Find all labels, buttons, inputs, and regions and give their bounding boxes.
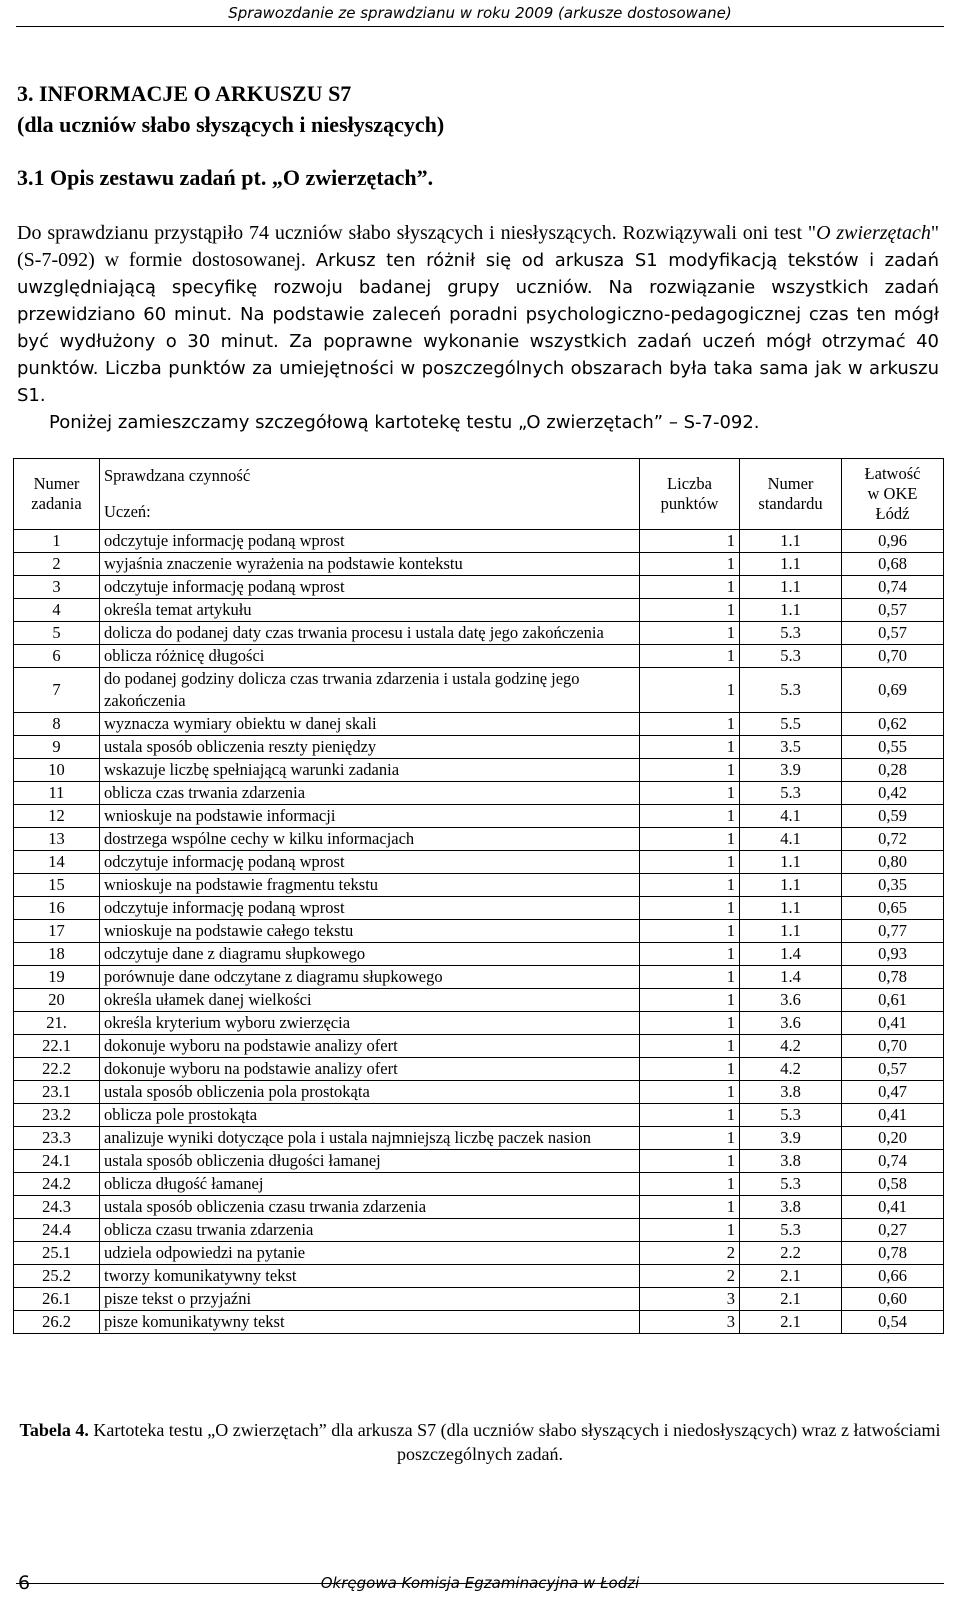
- header-latwosc-3: Łódź: [875, 504, 910, 523]
- table-row: [14, 1219, 944, 1242]
- task-skill: do podanej godziny dolicza czas trwania zdarzenia i ustala godzinę jego zakończenia: [100, 668, 640, 713]
- task-points: 1: [640, 1150, 740, 1173]
- task-standard: 3.9: [740, 759, 842, 782]
- task-standard: 3.5: [740, 736, 842, 759]
- task-number: 25.1: [14, 1242, 100, 1265]
- task-skill: odczytuje informację podaną wprost: [100, 897, 640, 920]
- task-points: 1: [640, 645, 740, 668]
- task-points: 1: [640, 759, 740, 782]
- task-easiness: 0,58: [842, 1173, 944, 1196]
- task-number: 23.1: [14, 1081, 100, 1104]
- task-easiness: 0,35: [842, 874, 944, 897]
- task-standard: 4.2: [740, 1035, 842, 1058]
- table-row: [14, 1150, 944, 1173]
- task-skill: udziela odpowiedzi na pytanie: [100, 1242, 640, 1265]
- caption-text: Kartoteka testu „O zwierzętach” dla arkusza S7 (dla uczniów słabo słyszących i niedosłyszących) wraz z łatwościami poszczególnych zadań.: [88, 1420, 941, 1464]
- task-easiness: 0,69: [842, 668, 944, 713]
- table-row: [14, 736, 944, 759]
- task-skill: oblicza różnicę długości: [100, 645, 640, 668]
- task-standard: 3.8: [740, 1196, 842, 1219]
- header-numer-zadania: Numer zadania: [14, 459, 100, 530]
- task-skill: analizuje wyniki dotyczące pola i ustala najmniejszą liczbę paczek nasion: [100, 1127, 640, 1150]
- task-easiness: 0,70: [842, 1035, 944, 1058]
- running-header: Sprawozdanie ze sprawdzianu w roku 2009 (arkusze dostosowane): [228, 4, 732, 22]
- task-points: 1: [640, 668, 740, 713]
- task-standard: 5.3: [740, 782, 842, 805]
- task-points: 1: [640, 622, 740, 645]
- task-easiness: 0,70: [842, 645, 944, 668]
- task-skill: ustala sposób obliczenia pola prostokąta: [100, 1081, 640, 1104]
- task-points: 1: [640, 782, 740, 805]
- task-points: 1: [640, 530, 740, 553]
- header-liczba-punktow: Liczba punktów: [640, 459, 740, 530]
- task-skill: tworzy komunikatywny tekst: [100, 1265, 640, 1288]
- task-easiness: 0,65: [842, 897, 944, 920]
- header-uczen-label: Uczeń:: [104, 502, 151, 521]
- header-latwosc: [842, 459, 944, 530]
- table-row: [14, 1265, 944, 1288]
- section-title: [17, 78, 444, 140]
- table-row: [14, 759, 944, 782]
- task-points: 1: [640, 1219, 740, 1242]
- task-easiness: 0,42: [842, 782, 944, 805]
- task-skill: dokonuje wyboru na podstawie analizy ofert: [100, 1058, 640, 1081]
- task-easiness: 0,74: [842, 576, 944, 599]
- intro-paragraph: [17, 220, 939, 436]
- task-skill: wyznacza wymiary obiektu w danej skali: [100, 713, 640, 736]
- table-row: [14, 1311, 944, 1334]
- table-row: [14, 1242, 944, 1265]
- table-row: [14, 782, 944, 805]
- task-easiness: 0,66: [842, 1265, 944, 1288]
- header-czynnosc-label: Sprawdzana czynność: [104, 466, 251, 485]
- task-easiness: 0,20: [842, 1127, 944, 1150]
- table-row: [14, 920, 944, 943]
- task-easiness: 0,47: [842, 1081, 944, 1104]
- intro-text-c: Arkusz ten różnił się od arkusza S1 modyfikacją tekstów i zadań uwzględniającą specyfikę rozwoju badanej grupy uczniów. Na rozwiązanie wszystkich zadań przewidziano 60 minut. Na podstawie zaleceń poradni psychologiczno-pedagogicznej czas ten mógł być wydłużony o 30 minut. Za poprawne wykonanie wszystkich zadań uczeń mógł otrzymać 40 punktów. Liczba punktów za umiejętności w poszczególnych obszarach była taka sama jak w arkuszu S1.: [17, 250, 939, 406]
- task-number: 2: [14, 553, 100, 576]
- task-number: 24.2: [14, 1173, 100, 1196]
- task-skill: wyjaśnia znaczenie wyrażenia na podstawie kontekstu: [100, 553, 640, 576]
- table-row: [14, 1288, 944, 1311]
- task-easiness: 0,41: [842, 1104, 944, 1127]
- task-standard: 1.1: [740, 599, 842, 622]
- intro-text-d: Poniżej zamieszczamy szczegółową kartotekę testu „O zwierzętach” – S-7-092.: [49, 412, 760, 433]
- task-number: 7: [14, 668, 100, 713]
- task-number: 23.2: [14, 1104, 100, 1127]
- task-number: 14: [14, 851, 100, 874]
- task-points: 1: [640, 828, 740, 851]
- task-easiness: 0,54: [842, 1311, 944, 1334]
- table-row: [14, 805, 944, 828]
- task-points: 1: [640, 805, 740, 828]
- table-row: [14, 828, 944, 851]
- task-standard: 5.3: [740, 645, 842, 668]
- task-points: 1: [640, 1058, 740, 1081]
- table-row: [14, 943, 944, 966]
- task-easiness: 0,28: [842, 759, 944, 782]
- task-points: 1: [640, 874, 740, 897]
- task-easiness: 0,96: [842, 530, 944, 553]
- task-points: 1: [640, 1081, 740, 1104]
- task-points: 1: [640, 736, 740, 759]
- table-row: [14, 966, 944, 989]
- table-caption: [0, 1418, 960, 1466]
- intro-text-a: Do sprawdzianu przystąpiło 74 uczniów słabo słyszących i niesłyszących. Rozwiązywali oni test ": [17, 222, 817, 244]
- task-standard: 5.5: [740, 713, 842, 736]
- task-easiness: 0,80: [842, 851, 944, 874]
- task-standard: 4.1: [740, 828, 842, 851]
- task-skill: ustala sposób obliczenia czasu trwania zdarzenia: [100, 1196, 640, 1219]
- task-number: 12: [14, 805, 100, 828]
- task-number: 19: [14, 966, 100, 989]
- task-points: 1: [640, 1196, 740, 1219]
- task-standard: 2.1: [740, 1265, 842, 1288]
- task-skill: oblicza czas trwania zdarzenia: [100, 782, 640, 805]
- task-skill: dokonuje wyboru na podstawie analizy ofert: [100, 1035, 640, 1058]
- table-row: [14, 1127, 944, 1150]
- task-number: 4: [14, 599, 100, 622]
- section-title-line2: (dla uczniów słabo słyszących i niesłyszących): [17, 112, 445, 137]
- task-number: 6: [14, 645, 100, 668]
- table-row: [14, 530, 944, 553]
- task-standard: 1.1: [740, 874, 842, 897]
- task-easiness: 0,59: [842, 805, 944, 828]
- task-points: 1: [640, 851, 740, 874]
- task-points: 3: [640, 1288, 740, 1311]
- table-body: [14, 530, 944, 1334]
- task-points: 1: [640, 1104, 740, 1127]
- task-skill: wnioskuje na podstawie całego tekstu: [100, 920, 640, 943]
- task-standard: 1.1: [740, 851, 842, 874]
- table-row: [14, 645, 944, 668]
- task-points: 1: [640, 1127, 740, 1150]
- task-easiness: 0,57: [842, 1058, 944, 1081]
- table-row: [14, 553, 944, 576]
- task-standard: 1.1: [740, 530, 842, 553]
- task-skill: oblicza czasu trwania zdarzenia: [100, 1219, 640, 1242]
- table-row: [14, 668, 944, 713]
- task-number: 9: [14, 736, 100, 759]
- table-row: [14, 897, 944, 920]
- page-number: 6: [18, 1572, 31, 1594]
- task-standard: 1.1: [740, 553, 842, 576]
- task-skill: odczytuje informację podaną wprost: [100, 530, 640, 553]
- task-skill: oblicza długość łamanej: [100, 1173, 640, 1196]
- task-easiness: 0,93: [842, 943, 944, 966]
- table-row: [14, 851, 944, 874]
- task-number: 5: [14, 622, 100, 645]
- task-points: 1: [640, 1035, 740, 1058]
- task-standard: 1.4: [740, 966, 842, 989]
- task-points: 1: [640, 920, 740, 943]
- task-number: 26.1: [14, 1288, 100, 1311]
- table-row: [14, 1196, 944, 1219]
- task-skill: określa kryterium wyboru zwierzęcia: [100, 1012, 640, 1035]
- task-standard: 5.3: [740, 1219, 842, 1242]
- task-easiness: 0,78: [842, 966, 944, 989]
- task-standard: 5.3: [740, 668, 842, 713]
- task-number: 26.2: [14, 1311, 100, 1334]
- task-number: 17: [14, 920, 100, 943]
- header-latwosc-1: Łatwość: [864, 464, 921, 483]
- task-skill: oblicza pole prostokąta: [100, 1104, 640, 1127]
- task-points: 1: [640, 553, 740, 576]
- task-points: 1: [640, 943, 740, 966]
- task-number: 24.4: [14, 1219, 100, 1242]
- task-points: 1: [640, 713, 740, 736]
- task-points: 1: [640, 1012, 740, 1035]
- task-number: 3: [14, 576, 100, 599]
- task-points: 1: [640, 989, 740, 1012]
- table-row: [14, 989, 944, 1012]
- task-easiness: 0,72: [842, 828, 944, 851]
- task-standard: 5.3: [740, 1104, 842, 1127]
- task-easiness: 0,41: [842, 1012, 944, 1035]
- table-row: [14, 1035, 944, 1058]
- header-latwosc-2: w OKE: [867, 484, 918, 503]
- table-row: [14, 1173, 944, 1196]
- task-standard: 5.3: [740, 622, 842, 645]
- task-skill: dostrzega wspólne cechy w kilku informacjach: [100, 828, 640, 851]
- task-points: 3: [640, 1311, 740, 1334]
- task-number: 20: [14, 989, 100, 1012]
- task-number: 22.1: [14, 1035, 100, 1058]
- task-easiness: 0,27: [842, 1219, 944, 1242]
- running-footer: Okręgowa Komisja Egzaminacyjna w Łodzi: [320, 1574, 640, 1592]
- task-standard: 2.1: [740, 1288, 842, 1311]
- task-standard: 4.1: [740, 805, 842, 828]
- task-number: 15: [14, 874, 100, 897]
- task-skill: wnioskuje na podstawie fragmentu tekstu: [100, 874, 640, 897]
- task-points: 2: [640, 1242, 740, 1265]
- task-number: 16: [14, 897, 100, 920]
- task-standard: 1.4: [740, 943, 842, 966]
- table-row: [14, 599, 944, 622]
- task-easiness: 0,78: [842, 1242, 944, 1265]
- table-row: [14, 713, 944, 736]
- task-standard: 3.9: [740, 1127, 842, 1150]
- task-points: 2: [640, 1265, 740, 1288]
- task-standard: 3.6: [740, 989, 842, 1012]
- task-skill: określa temat artykułu: [100, 599, 640, 622]
- task-skill: wnioskuje na podstawie informacji: [100, 805, 640, 828]
- task-number: 24.3: [14, 1196, 100, 1219]
- task-skill: dolicza do podanej daty czas trwania procesu i ustala datę jego zakończenia: [100, 622, 640, 645]
- task-skill: pisze tekst o przyjaźni: [100, 1288, 640, 1311]
- table-row: [14, 622, 944, 645]
- task-points: 1: [640, 966, 740, 989]
- table-header-row: [14, 459, 944, 530]
- task-standard: 4.2: [740, 1058, 842, 1081]
- task-skill: wskazuje liczbę spełniającą warunki zadania: [100, 759, 640, 782]
- header-czynnosc: [100, 459, 640, 530]
- task-standard: 5.3: [740, 1173, 842, 1196]
- task-number: 8: [14, 713, 100, 736]
- intro-text-b: " (S-7-092) w formie dostosowanej.: [17, 222, 939, 271]
- task-points: 1: [640, 1173, 740, 1196]
- task-number: 21.: [14, 1012, 100, 1035]
- task-skill: określa ułamek danej wielkości: [100, 989, 640, 1012]
- task-easiness: 0,55: [842, 736, 944, 759]
- section-title-line1: 3. INFORMACJE O ARKUSZU S7: [17, 81, 352, 106]
- table-row: [14, 1081, 944, 1104]
- task-standard: 1.1: [740, 920, 842, 943]
- task-number: 18: [14, 943, 100, 966]
- task-skill: odczytuje informację podaną wprost: [100, 851, 640, 874]
- table-row: [14, 1058, 944, 1081]
- header-rule: [16, 26, 944, 27]
- task-standard: 3.8: [740, 1150, 842, 1173]
- task-number: 13: [14, 828, 100, 851]
- task-easiness: 0,61: [842, 989, 944, 1012]
- table-row: [14, 576, 944, 599]
- task-standard: 3.6: [740, 1012, 842, 1035]
- task-points: 1: [640, 576, 740, 599]
- task-number: 1: [14, 530, 100, 553]
- task-number: 10: [14, 759, 100, 782]
- task-standard: 3.8: [740, 1081, 842, 1104]
- task-skill: ustala sposób obliczenia długości łamanej: [100, 1150, 640, 1173]
- task-number: 25.2: [14, 1265, 100, 1288]
- intro-test-title: O zwierzętach: [816, 222, 931, 244]
- task-skill: ustala sposób obliczenia reszty pieniędzy: [100, 736, 640, 759]
- table-row: [14, 1104, 944, 1127]
- header-numer-standardu: Numer standardu: [740, 459, 842, 530]
- task-standard: 1.1: [740, 576, 842, 599]
- task-number: 24.1: [14, 1150, 100, 1173]
- task-easiness: 0,62: [842, 713, 944, 736]
- table-row: [14, 874, 944, 897]
- task-number: 22.2: [14, 1058, 100, 1081]
- task-points: 1: [640, 897, 740, 920]
- caption-label: Tabela 4.: [19, 1420, 89, 1440]
- task-skill: odczytuje informację podaną wprost: [100, 576, 640, 599]
- task-skill: pisze komunikatywny tekst: [100, 1311, 640, 1334]
- task-easiness: 0,77: [842, 920, 944, 943]
- task-number: 23.3: [14, 1127, 100, 1150]
- task-easiness: 0,60: [842, 1288, 944, 1311]
- subsection-title: 3.1 Opis zestawu zadań pt. „O zwierzętach”.: [17, 165, 434, 190]
- task-easiness: 0,68: [842, 553, 944, 576]
- task-easiness: 0,57: [842, 599, 944, 622]
- kartoteka-table: [13, 458, 944, 1334]
- task-skill: odczytuje dane z diagramu słupkowego: [100, 943, 640, 966]
- task-points: 1: [640, 599, 740, 622]
- task-easiness: 0,41: [842, 1196, 944, 1219]
- task-standard: 2.2: [740, 1242, 842, 1265]
- task-skill: porównuje dane odczytane z diagramu słupkowego: [100, 966, 640, 989]
- task-number: 11: [14, 782, 100, 805]
- task-standard: 2.1: [740, 1311, 842, 1334]
- task-easiness: 0,57: [842, 622, 944, 645]
- task-easiness: 0,74: [842, 1150, 944, 1173]
- task-standard: 1.1: [740, 897, 842, 920]
- table-row: [14, 1012, 944, 1035]
